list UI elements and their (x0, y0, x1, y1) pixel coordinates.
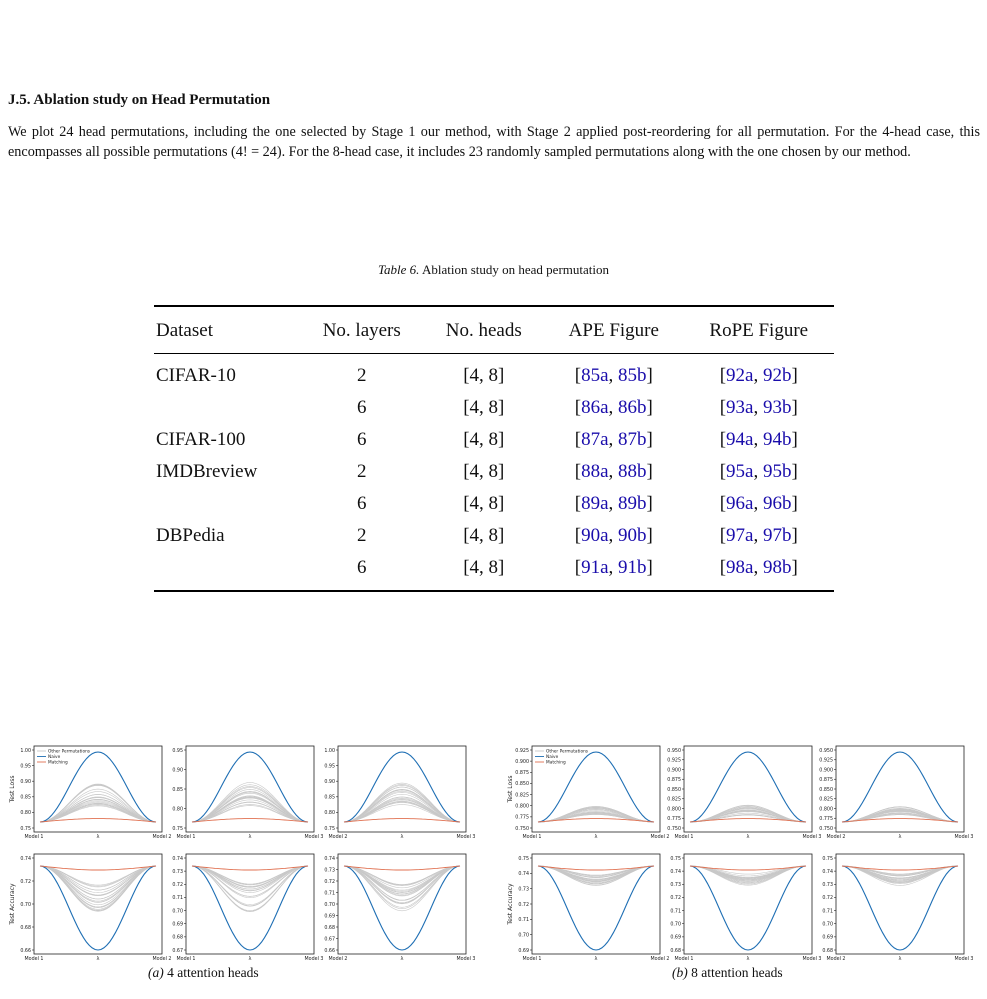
y-tick-label: 0.750 (819, 826, 833, 832)
header-heads: No. heads (423, 306, 544, 354)
x-tick-label: Model 2 (826, 835, 846, 840)
cell-heads: [4, 8] (423, 552, 544, 591)
subplot-frame (684, 854, 812, 954)
y-tick-label: 0.66 (20, 948, 31, 954)
y-tick-label: 0.875 (515, 771, 529, 777)
legend-entry: Matching (546, 760, 566, 766)
subplot-top-2 (172, 746, 323, 840)
y-tick-label: 0.900 (667, 768, 681, 774)
x-tick-label: Model 3 (456, 835, 476, 840)
legend-entry: Matching (48, 760, 68, 766)
y-tick-label: 0.71 (324, 891, 335, 897)
x-tick-label: Model 1 (24, 835, 44, 840)
cell-dataset: CIFAR-10 (156, 365, 236, 386)
y-tick-label: 0.90 (324, 780, 335, 785)
y-tick-label: 0.72 (670, 896, 681, 902)
x-axis-label: λ (746, 834, 750, 840)
y-tick-label: 0.68 (20, 925, 31, 931)
subplot-top-2 (667, 746, 821, 840)
figure-caption-a-text: 4 attention heads (167, 965, 259, 980)
x-axis-label: λ (594, 956, 598, 962)
cell-ape-figure: [89a, 89b] (574, 493, 653, 514)
cell-dataset: IMDBreview (156, 461, 258, 482)
y-tick-label: 0.95 (20, 764, 31, 770)
y-tick-label: 0.66 (324, 948, 335, 954)
x-tick-label: Model 1 (522, 835, 542, 840)
y-tick-label: 0.72 (518, 902, 529, 908)
x-tick-label: Model 1 (24, 957, 44, 962)
y-tick-label: 0.75 (172, 826, 183, 832)
legend-entry: Naive (546, 755, 559, 761)
figure-caption-b (672, 965, 783, 981)
cell-layers: 6 (356, 493, 367, 514)
y-tick-label: 0.825 (819, 797, 833, 803)
y-axis-label: Test Loss (9, 775, 16, 803)
y-tick-label: 1.00 (20, 748, 31, 754)
x-tick-label: Model 3 (954, 835, 974, 840)
y-tick-label: 0.75 (670, 856, 681, 862)
y-tick-label: 0.70 (20, 902, 31, 908)
series-matching (40, 819, 156, 822)
section-body: We plot 24 head permutations, including the one selected by Stage 1 our method, with Stage 2 applied post-reordering for all permutation. For the 4-head case, this encompasses all possible permutations (4! = 24). For the 8-head case, it includes 23 randomly sampled permutations along with the one chosen by our method. (8, 124, 980, 160)
y-tick-label: 1.00 (324, 748, 335, 754)
figure-ref-link[interactable]: 89b (618, 493, 647, 514)
cell-layers: 2 (356, 461, 367, 482)
cell-layers: 2 (356, 365, 367, 386)
y-tick-label: 0.900 (819, 768, 833, 774)
y-tick-label: 0.70 (670, 922, 681, 928)
y-tick-label: 0.900 (515, 759, 529, 765)
y-tick-label: 0.80 (20, 811, 31, 817)
x-tick-label: Model 2 (328, 835, 348, 840)
figure-caption-b-label: (b) (672, 965, 688, 980)
y-tick-label: 0.80 (172, 807, 183, 813)
y-tick-label: 0.72 (324, 879, 335, 885)
cell-dataset (154, 392, 300, 424)
x-tick-label: Model 1 (176, 835, 196, 840)
legend-entry: Other Permutations (48, 749, 91, 755)
figure-8-heads (506, 742, 979, 969)
table-row (154, 552, 834, 591)
y-tick-label: 0.950 (667, 748, 681, 754)
y-tick-label: 0.850 (819, 787, 833, 793)
table-row (154, 456, 834, 488)
cell-dataset (154, 488, 300, 520)
series-matching (192, 819, 308, 822)
cell-rope-figure: [95a, 95b] (719, 461, 798, 482)
subplot-top-1 (20, 746, 171, 840)
figure-ref-link[interactable]: 86b (618, 397, 647, 418)
cell-heads: [4, 8] (463, 461, 505, 482)
x-tick-label: Model 3 (304, 957, 324, 962)
subplot-bottom-2 (172, 854, 323, 962)
cell-rope-figure: [96a, 96b] (719, 493, 798, 514)
table-caption (0, 262, 987, 278)
x-axis-label: λ (96, 834, 100, 840)
x-tick-label: Model 1 (176, 957, 196, 962)
figure-ref-link[interactable]: 88b (618, 461, 647, 482)
y-tick-label: 0.850 (667, 787, 681, 793)
y-tick-label: 0.825 (667, 797, 681, 803)
y-tick-label: 0.69 (670, 935, 681, 941)
y-tick-label: 0.775 (819, 817, 833, 823)
figure-ref-link[interactable]: 87b (618, 429, 647, 450)
y-tick-label: 0.71 (822, 909, 833, 915)
y-tick-label: 0.71 (670, 909, 681, 915)
y-tick-label: 0.68 (172, 935, 183, 941)
cell-rope-figure: [97a, 97b] (719, 525, 798, 546)
series-naive (344, 866, 460, 950)
figure-ref-link[interactable]: 89a (581, 493, 609, 514)
figure-caption-a-label: (a) (148, 965, 164, 980)
figure-ref-link[interactable]: 95a (726, 461, 754, 482)
cell-heads: [4, 8] (463, 429, 505, 450)
y-tick-label: 0.90 (172, 768, 183, 774)
figure-caption-b-text: 8 attention heads (691, 965, 783, 980)
figure-ref-link[interactable]: 91b (618, 557, 647, 578)
subplot-bottom-2 (670, 854, 821, 962)
y-tick-label: 0.95 (324, 764, 335, 770)
figure-ref-link[interactable]: 98a (726, 557, 754, 578)
y-tick-label: 0.850 (515, 782, 529, 788)
cell-ape-figure: [85a, 85b] (574, 365, 653, 386)
figure-ref-link[interactable]: 88a (581, 461, 609, 482)
y-tick-label: 0.72 (20, 879, 31, 885)
x-axis-label: λ (898, 834, 902, 840)
y-tick-label: 0.68 (822, 948, 833, 954)
figure-ref-link[interactable]: 94a (726, 429, 754, 450)
x-tick-label: Model 2 (152, 835, 172, 840)
y-tick-label: 0.71 (518, 918, 529, 924)
subplot-frame (532, 854, 660, 954)
table-row (154, 354, 834, 393)
ablation-table (154, 305, 834, 592)
cell-ape-figure: [90a, 90b] (574, 525, 653, 546)
figure-ref-link[interactable]: 94b (762, 429, 792, 450)
figure-ref-link[interactable]: 96b (762, 493, 792, 514)
figure-ref-link[interactable]: 98b (762, 557, 792, 578)
y-tick-label: 0.72 (172, 883, 183, 889)
figure-caption-a (148, 965, 259, 981)
table-row (154, 520, 834, 552)
header-ape: APE Figure (544, 306, 683, 354)
cell-ape-figure: [86a, 86b] (574, 397, 653, 418)
x-tick-label: Model 2 (328, 957, 348, 962)
cell-layers: 2 (356, 525, 367, 546)
series-matching (344, 866, 460, 870)
x-tick-label: Model 3 (802, 957, 822, 962)
figure-ref-link[interactable]: 85a (581, 365, 609, 386)
y-tick-label: 0.69 (518, 948, 529, 954)
y-tick-label: 0.73 (324, 868, 335, 874)
y-tick-label: 0.85 (324, 795, 335, 801)
x-axis-label: λ (96, 956, 100, 962)
header-dataset: Dataset (154, 306, 300, 354)
figure-ref-link[interactable]: 87a (581, 429, 609, 450)
subplot-bottom-3 (324, 854, 475, 962)
figure-ref-link[interactable]: 92b (762, 365, 792, 386)
y-tick-label: 0.74 (20, 856, 31, 862)
cell-dataset: DBPedia (156, 525, 225, 546)
figure-ref-link[interactable]: 93b (762, 397, 792, 418)
y-tick-label: 0.72 (822, 896, 833, 902)
y-tick-label: 0.74 (172, 856, 183, 862)
x-axis-label: λ (594, 834, 598, 840)
subplot-top-1 (515, 746, 669, 840)
figure-ref-link[interactable]: 90b (618, 525, 647, 546)
x-tick-label: Model 1 (674, 835, 694, 840)
x-tick-label: Model 1 (522, 957, 542, 962)
cell-ape-figure: [88a, 88b] (574, 461, 653, 482)
y-tick-label: 0.70 (518, 933, 529, 939)
y-tick-label: 0.67 (172, 948, 183, 954)
series-other-permutation (344, 803, 460, 823)
x-tick-label: Model 1 (674, 957, 694, 962)
subplot-top-3 (324, 746, 475, 840)
subplot-frame (836, 746, 964, 832)
figure-4-heads (8, 742, 481, 969)
x-axis-label: λ (898, 956, 902, 962)
subplot-top-3 (819, 746, 973, 840)
y-tick-label: 0.73 (822, 883, 833, 889)
y-tick-label: 0.925 (819, 758, 833, 764)
figure-ref-link[interactable]: 96a (726, 493, 754, 514)
cell-layers: 6 (356, 397, 367, 418)
y-tick-label: 0.69 (822, 935, 833, 941)
figure-ref-link[interactable]: 93a (726, 397, 754, 418)
y-tick-label: 0.950 (819, 748, 833, 754)
y-tick-label: 0.70 (172, 909, 183, 915)
y-tick-label: 0.775 (667, 817, 681, 823)
figure-svg (506, 742, 979, 964)
y-tick-label: 0.75 (324, 826, 335, 832)
x-tick-label: Model 3 (954, 957, 974, 962)
y-tick-label: 0.75 (20, 826, 31, 832)
figure-ref-link[interactable]: 86a (581, 397, 609, 418)
figure-ref-link[interactable]: 97a (726, 525, 754, 546)
y-tick-label: 0.85 (172, 787, 183, 793)
x-tick-label: Model 2 (650, 957, 670, 962)
x-axis-label: λ (746, 956, 750, 962)
header-rope: RoPE Figure (683, 306, 834, 354)
y-axis-label: Test Accuracy (507, 883, 514, 925)
subplot-bottom-3 (822, 854, 973, 962)
cell-heads: [4, 8] (463, 397, 505, 418)
y-tick-label: 0.800 (667, 807, 681, 813)
figure-ref-link[interactable]: 90a (581, 525, 609, 546)
y-tick-label: 0.71 (172, 896, 183, 902)
cell-ape-figure: [91a, 91b] (544, 552, 683, 591)
table-row (154, 488, 834, 520)
series-matching (40, 866, 156, 870)
cell-heads: [4, 8] (463, 525, 505, 546)
y-tick-label: 0.750 (515, 826, 529, 832)
cell-heads: [4, 8] (463, 365, 505, 386)
y-tick-label: 0.95 (172, 748, 183, 754)
y-tick-label: 0.68 (324, 925, 335, 931)
y-tick-label: 0.85 (20, 795, 31, 801)
y-axis-label: Test Loss (507, 775, 514, 803)
y-tick-label: 0.800 (515, 804, 529, 810)
y-tick-label: 0.70 (324, 902, 335, 908)
section-title: J.5. Ablation study on Head Permutation (8, 92, 271, 108)
cell-layers: 6 (300, 552, 423, 591)
y-tick-label: 0.67 (324, 937, 335, 943)
table-caption-label: Table 6. (378, 262, 420, 277)
series-naive (192, 752, 308, 822)
series-naive (192, 866, 308, 950)
x-tick-label: Model 3 (304, 835, 324, 840)
y-tick-label: 0.74 (822, 869, 833, 875)
y-tick-label: 0.750 (667, 826, 681, 832)
subplot-frame (836, 854, 964, 954)
subplot-bottom-1 (518, 854, 669, 962)
y-tick-label: 0.74 (670, 869, 681, 875)
figure-ref-link[interactable]: 95b (762, 461, 792, 482)
x-axis-label: λ (400, 956, 404, 962)
table-header-row (154, 306, 834, 354)
y-tick-label: 0.825 (515, 793, 529, 799)
y-tick-label: 0.69 (172, 922, 183, 928)
y-tick-label: 0.73 (518, 887, 529, 893)
cell-ape-figure: [87a, 87b] (574, 429, 653, 450)
x-tick-label: Model 2 (826, 957, 846, 962)
y-tick-label: 0.90 (20, 780, 31, 785)
x-tick-label: Model 2 (650, 835, 670, 840)
y-tick-label: 0.75 (822, 856, 833, 862)
cell-layers: 6 (356, 429, 367, 450)
table-row (154, 392, 834, 424)
y-tick-label: 0.875 (819, 778, 833, 784)
x-axis-label: λ (248, 956, 252, 962)
cell-heads: [4, 8] (463, 493, 505, 514)
figure-ref-link[interactable]: 92a (726, 365, 754, 386)
cell-rope-figure: [93a, 93b] (719, 397, 798, 418)
y-tick-label: 0.925 (667, 758, 681, 764)
cell-dataset: CIFAR-100 (156, 429, 246, 450)
figure-ref-link[interactable]: 85b (618, 365, 647, 386)
y-tick-label: 0.73 (670, 883, 681, 889)
series-naive (538, 866, 654, 950)
y-axis-label: Test Accuracy (9, 883, 16, 925)
cell-rope-figure: [98a, 98b] (683, 552, 834, 591)
y-tick-label: 0.775 (515, 815, 529, 821)
y-tick-label: 0.75 (518, 856, 529, 862)
y-tick-label: 0.74 (324, 856, 335, 862)
y-tick-label: 0.800 (819, 807, 833, 813)
y-tick-label: 0.68 (670, 948, 681, 954)
y-tick-label: 0.925 (515, 748, 529, 754)
cell-rope-figure: [92a, 92b] (719, 365, 798, 386)
y-tick-label: 0.80 (324, 811, 335, 817)
y-tick-label: 0.73 (172, 869, 183, 875)
legend-entry: Naive (48, 755, 61, 761)
x-axis-label: λ (248, 834, 252, 840)
y-tick-label: 0.875 (667, 778, 681, 784)
cell-dataset (154, 552, 300, 591)
header-layers: No. layers (300, 306, 423, 354)
subplot-frame (684, 746, 812, 832)
figure-svg (8, 742, 481, 964)
y-tick-label: 0.70 (822, 922, 833, 928)
table-row (154, 424, 834, 456)
series-other-permutation (40, 804, 156, 822)
x-axis-label: λ (400, 834, 404, 840)
legend-entry: Other Permutations (546, 749, 589, 755)
x-tick-label: Model 3 (802, 835, 822, 840)
figure-ref-link[interactable]: 97b (762, 525, 792, 546)
y-tick-label: 0.69 (324, 914, 335, 920)
x-tick-label: Model 2 (152, 957, 172, 962)
table-caption-text: Ablation study on head permutation (421, 262, 609, 277)
y-tick-label: 0.74 (518, 872, 529, 878)
subplot-bottom-1 (20, 854, 171, 962)
cell-rope-figure: [94a, 94b] (719, 429, 798, 450)
x-tick-label: Model 3 (456, 957, 476, 962)
series-matching (344, 819, 460, 822)
figure-ref-link[interactable]: 91a (581, 557, 609, 578)
